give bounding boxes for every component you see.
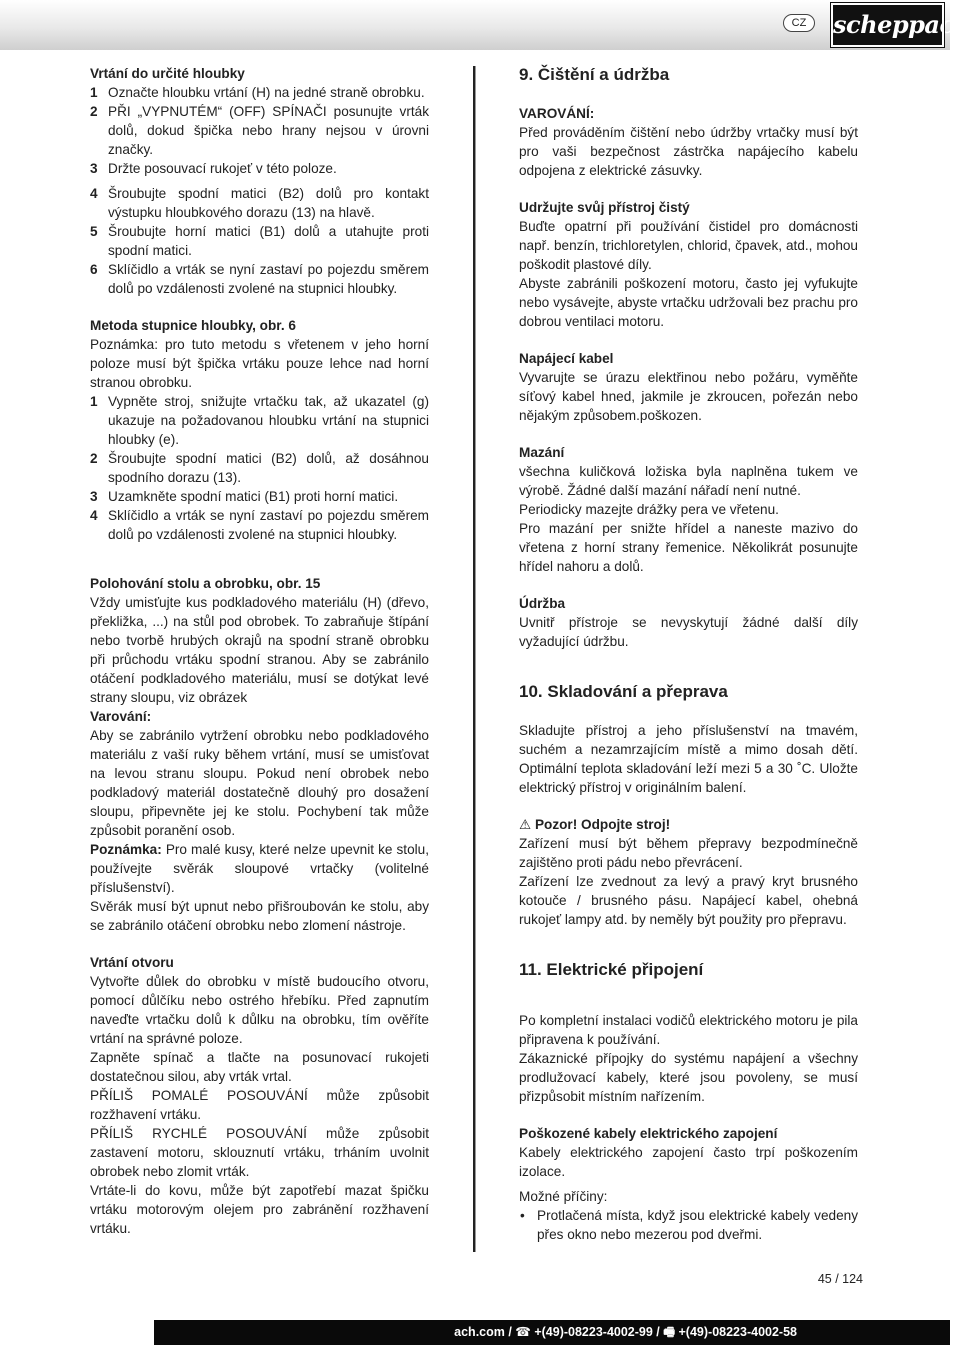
- drilling-hole-text-2: Zapněte spínač a tlačte na posunovací rukojeti dostatečnou silou, aby vrták vrtal.: [90, 1050, 429, 1084]
- section-title-table-positioning: Polohování stolu a obrobku, obr. 15: [90, 576, 321, 591]
- step-number: 2: [90, 451, 98, 466]
- note-text: Pro malé kusy, které nelze upevnit ke stolu, používejte svěrák sloupové vrtačky (volitelné příslušenství).: [90, 842, 429, 895]
- warning-text: Aby se zabránilo vytržení obrobku nebo podkladového materiálu z vaší ruky během vrtání, musí se umisťovat na levou stranu sloupu. Pokud není obrobek nebo podkladový materiál dostatečně dlouhý pro dosažení sloupu, připevněte jej ke stolu. Pochybení tak může způsobit poranění osob.: [90, 728, 429, 838]
- note-paragraph: [90, 840, 429, 897]
- warning-text: Před prováděním čištění nebo údržby vrtačky musí být pro vaši bezpečnost zástrčka napájecího kabelu odpojena z elektrické zásuvky.: [519, 125, 858, 178]
- damaged-cables-text: Kabely elektrického zapojení často trpí poškozením izolace.: [519, 1145, 858, 1179]
- step-text: Uzamkněte spodní matici (B1) proti horní matici.: [108, 489, 399, 504]
- page-number: 45 / 124: [817, 1272, 863, 1286]
- possible-causes-list: [519, 1206, 858, 1244]
- cause-text: Protlačená místa, když jsou elektrické kabely vedeny přes okno nebo mezerou pod dveřmi.: [537, 1208, 858, 1242]
- heading-storage-transport: 10. Skladování a přeprava: [519, 682, 728, 701]
- drilling-hole-text-3: PŘÍLIŠ POMALÉ POSOUVÁNÍ může způsobit rozžhavení vrtáku.: [90, 1088, 429, 1122]
- footer-contact: ach.com / ☎ +(49)-08223-4002-99 / 🖷 +(49)-08223-4002-58: [454, 1325, 797, 1339]
- section-title-drilling-hole: Vrtání otvoru: [90, 955, 174, 970]
- vise-text: Svěrák musí být upnut nebo přišroubován ke stolu, aby se zabránilo otáčení obrobku nebo zlomení nástroje.: [90, 899, 429, 933]
- step-number: 3: [90, 489, 98, 504]
- step-number: 6: [90, 262, 98, 277]
- section-title-maintenance: Údržba: [519, 596, 566, 611]
- step-text: Šroubujte horní matici (B1) dolů a utahujte proti spodní matici.: [108, 224, 429, 258]
- right-column: [519, 64, 858, 1244]
- warning-label: Varování:: [90, 709, 152, 724]
- list-item: [90, 184, 429, 222]
- drilling-hole-text-4: PŘÍLIŠ RYCHLÉ POSOUVÁNÍ může způsobit zastavení motoru, sklouznutí vrtáku, trháním uvolnit obrobek nebo zlomit vrták.: [90, 1126, 429, 1179]
- storage-text: Skladujte přístroj a jeho příslušenství na tmavém, suchém a nezamrzajícím místě a mimo dosah dětí. Optimální teplota skladování leží mezi 5 a 30 ˚C. Uložte elektrický přístroj v originálním balení.: [519, 723, 858, 795]
- lubrication-text-3: Pro mazání per snižte hřídel a naneste mazivo do vřetena z horní strany řemenice. Několikrát posunujte hřídel nahoru a dolů.: [519, 521, 858, 574]
- list-item: [90, 222, 429, 260]
- depth-scale-steps: [90, 392, 429, 544]
- list-item: [90, 506, 429, 544]
- brand-logo: scheppach: [831, 3, 944, 47]
- list-item: [90, 102, 429, 159]
- lubrication-text-2: Periodicky mazejte drážky pera ve vřetenu.: [519, 502, 779, 517]
- list-item: [519, 1206, 858, 1244]
- electrical-text-1: Po kompletní instalaci vodičů elektrického motoru je pila připravena k používání.: [519, 1013, 858, 1047]
- heading-electrical-connection: 11. Elektrické připojení: [519, 960, 704, 979]
- language-badge: CZ: [783, 14, 815, 32]
- step-number: 5: [90, 224, 98, 239]
- caution-title: ⚠ Pozor! Odpojte stroj!: [519, 817, 671, 832]
- list-item: [90, 159, 429, 178]
- section-title-power-cable: Napájecí kabel: [519, 351, 614, 366]
- drilling-hole-text-5: Vrtáte-li do kovu, může být zapotřebí mazat špičku vrtáku motorovým olejem pro zabránění rozžhavení vrtáku.: [90, 1183, 429, 1236]
- step-text: Šroubujte spodní matici (B2) dolů, až dosáhnou spodního dorazu (13).: [108, 451, 429, 485]
- step-text: PŘI „VYPNUTÉM“ (OFF) SPÍNAČI posunujte vrták dolů, dokud špička nebo hrany nejsou v úrovni značky.: [108, 104, 429, 157]
- step-number: 1: [90, 85, 98, 100]
- possible-causes-label: Možné příčiny:: [519, 1189, 608, 1204]
- step-number: 4: [90, 508, 98, 523]
- step-number: 3: [90, 161, 98, 176]
- step-number: 1: [90, 394, 98, 409]
- depth-drilling-steps: [90, 83, 429, 298]
- list-item: [90, 392, 429, 449]
- heading-cleaning-maintenance: 9. Čištění a údržba: [519, 65, 670, 84]
- section-title-keep-clean: Udržujte svůj přístroj čistý: [519, 200, 690, 215]
- section-title-depth-drilling: Vrtání do určité hloubky: [90, 66, 245, 81]
- section-title-damaged-cables: Poškozené kabely elektrického zapojení: [519, 1126, 778, 1141]
- column-divider: [473, 66, 476, 1252]
- step-text: Držte posouvací rukojeť v této poloze.: [108, 161, 337, 176]
- step-text: Šroubujte spodní matici (B2) dolů pro kontakt výstupku hloubkového dorazu (13) na hlavě.: [108, 186, 429, 220]
- maintenance-text: Uvnitř přístroje se nevyskytují žádné další díly vyžadující údržbu.: [519, 615, 858, 649]
- step-text: Označte hloubku vrtání (H) na jedné straně obrobku.: [108, 85, 425, 100]
- caution-text-2: Zařízení lze zvednout za levý a pravý kryt brusného kotouče / brusného pásu. Napájecí kabel, ohebná rukojeť lampy atd. by neměly být použity pro přepravu.: [519, 874, 858, 927]
- caution-text-1: Zařízení musí být během přepravy bezpodmínečně zajištěno proti pádu nebo převrácení.: [519, 836, 858, 870]
- depth-scale-note: Poznámka: pro tuto metodu s vřetenem v jeho horní poloze musí být špička vrtáku pouze lehce nad horní stranou obrobku.: [90, 337, 429, 390]
- list-item: [90, 449, 429, 487]
- step-text: Vypněte stroj, snižujte vrtačku tak, až ukazatel (g) ukazuje na požadovanou hloubku vrtání na stupnici hloubky (e).: [108, 394, 429, 447]
- section-title-depth-scale: Metoda stupnice hloubky, obr. 6: [90, 318, 296, 333]
- list-item: [90, 260, 429, 298]
- warning-label: VAROVÁNÍ:: [519, 106, 595, 121]
- step-number: 2: [90, 104, 98, 119]
- step-text: Sklíčidlo a vrták se nyní zastaví po pojezdu směrem dolů po vzdálenosti zvolené na stupnici hloubky.: [108, 508, 429, 542]
- table-positioning-text: Vždy umisťujte kus podkladového materiálu (H) (dřevo, překližka, ...) na stůl pod obrobek. To zabraňuje štípání nebo tvorbě hrubých okrajů na spodní straně obrobku při průchodu vrtáku spodní stranou. Aby se zabránilo otáčení podkladového materiálu, musí se dotýkat levé strany sloupu, viz obrázek: [90, 595, 429, 705]
- footer-left-block: [0, 1320, 154, 1345]
- electrical-text-2: Zákaznické přípojky do systému napájení a všechny prodlužovací kabely, které jsou povoleny, se musí přizpůsobit místním nařízením.: [519, 1051, 858, 1104]
- power-cable-text: Vyvarujte se úrazu elektřinou nebo požáru, vyměňte síťový kabel hned, jakmile je zkroucen, pořezán nebo nějakým způsobem.poškozen.: [519, 370, 858, 423]
- list-item: [90, 83, 429, 102]
- keep-clean-text-2: Abyste zabránili poškození motoru, často jej vyfukujte nebo vysávejte, abyste vrtačku udržovali bez prachu pro dobrou ventilaci motoru.: [519, 276, 858, 329]
- list-item: [90, 487, 429, 506]
- note-label: Poznámka:: [90, 842, 162, 857]
- lubrication-text-1: všechna kuličková ložiska byla naplněna tukem ve výrobě. Žádné další mazání nářadí není nutné.: [519, 464, 858, 498]
- step-text: Sklíčidlo a vrták se nyní zastaví po pojezdu směrem dolů po vzdálenosti zvolené na stupnici hloubky.: [108, 262, 429, 296]
- left-column: [90, 64, 429, 1238]
- keep-clean-text-1: Buďte opatrní při používání čistidel pro domácnosti např. benzín, trichloretylen, chlorid, čpavek, atd., mohou poškodit plastové díly.: [519, 219, 858, 272]
- step-number: 4: [90, 186, 98, 201]
- section-title-lubrication: Mazání: [519, 445, 565, 460]
- bullet-icon: •: [520, 1208, 525, 1223]
- drilling-hole-text-1: Vytvořte důlek do obrobku v místě budoucího otvoru, pomocí důlčíku nebo ostrého hřebíku. Před zapnutím naveďte vrtačku dolů k důlku na obrobku, tím ověříte vrtání na správné poloze.: [90, 974, 429, 1046]
